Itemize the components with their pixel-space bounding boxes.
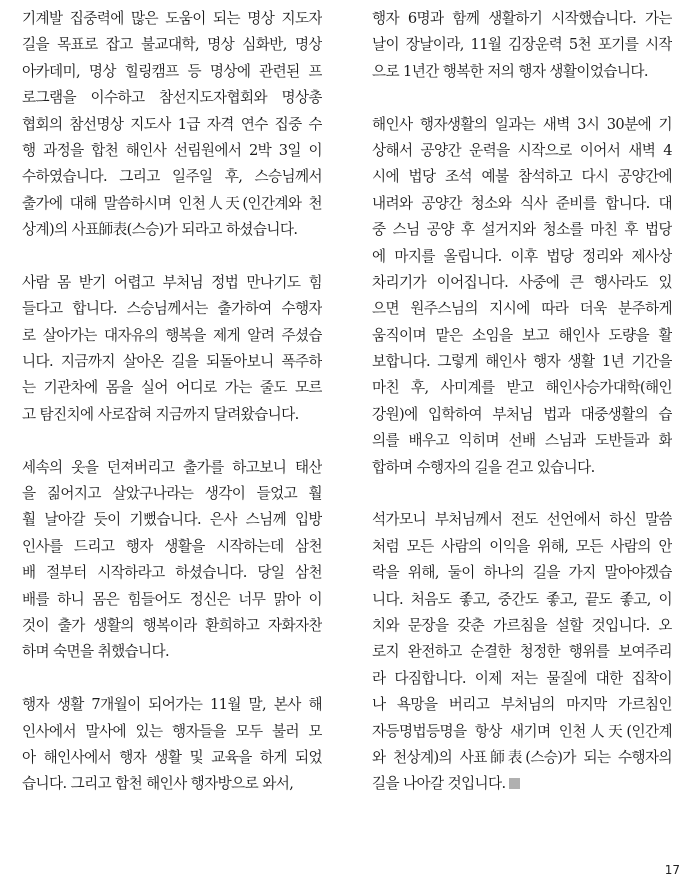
text-line: 처럼 모든 사람의 이익을 위해, 모든 사람의 안 xyxy=(372,537,672,555)
paragraph xyxy=(372,112,672,481)
text-line: 협회의 참선명상 지도사 1급 자격 연수 집중 수 xyxy=(22,115,322,133)
paragraph xyxy=(22,6,322,244)
text-line: 세속의 옷을 던져버리고 출가를 하고보니 태산 xyxy=(22,458,322,476)
paragraph-gap xyxy=(22,666,322,692)
text-line: 날이 장날이라, 11월 김장운력 5천 포기를 시작 xyxy=(372,36,672,54)
paragraph xyxy=(22,270,322,428)
text-line: 락을 위해, 둘이 하나의 길을 가지 말아야겠습 xyxy=(372,564,672,582)
paragraph-gap xyxy=(372,481,672,507)
text-line: 로그램을 이수하고 참선지도자협회와 명상총 xyxy=(22,89,322,107)
text-line: 길을 목표로 잡고 불교대학, 명상 심화반, 명상 xyxy=(22,36,322,54)
text-line: 으로 1년간 행복한 저의 행자 생활이었습니다. xyxy=(372,62,648,80)
text-line: 행 과정을 합천 해인사 선림원에서 2박 3일 이 xyxy=(22,141,322,159)
text-line: 로지 완전하고 순결한 청정한 행위를 보여주리 xyxy=(372,643,672,661)
text-line: 강원)에 입학하여 부처님 법과 대중생활의 습 xyxy=(372,405,672,423)
text-line: 상계)의 사표師表(스승)가 되라고 하셨습니다. xyxy=(22,221,298,239)
page-number: 17 xyxy=(664,863,680,877)
text-line: 습니다. 그리고 합천 해인사 행자방으로 와서, xyxy=(22,775,294,793)
text-line: 내려와 공양간 청소와 식사 준비를 합니다. 대 xyxy=(372,194,672,212)
text-line: 의를 배우고 익히며 선배 스님과 도반들과 화 xyxy=(372,432,672,450)
text-line: 수하였습니다. 그리고 일주일 후, 스승님께서 xyxy=(22,168,322,186)
text-line: 석가모니 부처님께서 전도 선언에서 하신 말씀 xyxy=(372,511,672,529)
text-line: 시에 법당 조석 예불 참석하고 다시 공양간에 xyxy=(372,168,672,186)
text-line: 훨 날아갈 듯이 기뻤습니다. 은사 스님께 입방 xyxy=(22,511,322,529)
paragraph-gap xyxy=(22,428,322,454)
text-line: 자등명법등명을 항상 새기며 인천人天(인간계 xyxy=(372,722,672,740)
text-line: 합하며 수행자의 길을 걷고 있습니다. xyxy=(372,458,595,476)
text-line: 행자 생활 7개월이 되어가는 11월 말, 본사 해 xyxy=(22,696,322,714)
text-line: 니다. 처음도 좋고, 중간도 좋고, 끝도 좋고, 이 xyxy=(372,590,672,608)
text-line: 마친 후, 사미계를 받고 해인사승가대학(해인 xyxy=(372,379,672,397)
right-column xyxy=(372,6,672,798)
text-line: 들다고 합니다. 스승님께서는 출가하여 수행자 xyxy=(22,300,322,318)
left-column xyxy=(22,6,322,798)
paragraph xyxy=(372,507,672,797)
text-line: 행자 6명과 함께 생활하기 시작했습니다. 가는 xyxy=(372,10,672,27)
text-line: 니다. 지금까지 살아온 길을 되돌아보니 폭주하 xyxy=(22,353,322,371)
text-line: 배를 하니 몸은 힘들어도 정신은 너무 맑아 이 xyxy=(22,590,322,608)
text-line: 아카데미, 명상 힐링캠프 등 명상에 관련된 프 xyxy=(22,62,322,80)
paragraph-gap xyxy=(372,85,672,111)
text-line: 사람 몸 받기 어렵고 부처님 정법 만나기도 힘 xyxy=(22,273,322,291)
text-line: 로 살아가는 대자유의 행복을 제게 알려 주셨습 xyxy=(22,326,322,344)
text-line: 배 절부터 시작하라고 하셨습니다. 당일 삼천 xyxy=(22,564,322,582)
paragraph-gap xyxy=(22,244,322,270)
text-line: 보합니다. 그렇게 해인사 행자 생활 1년 기간을 xyxy=(372,353,672,371)
paragraph xyxy=(22,455,322,666)
text-line: 라 다짐합니다. 이제 저는 물질에 대한 집착이 xyxy=(372,669,672,687)
text-line: 움직이며 맡은 소임을 보고 해인사 도량을 활 xyxy=(372,326,672,344)
text-line: 치와 문장을 갖춘 가르침을 설할 것입니다. 오 xyxy=(372,616,672,634)
paragraph xyxy=(22,692,322,798)
text-line: 아 해인사에서 행자 생활 및 교육을 하게 되었 xyxy=(22,748,322,766)
end-mark-icon xyxy=(509,778,520,789)
text-line: 와 천상계)의 사표師表(스승)가 되는 수행자의 xyxy=(372,748,672,766)
text-line: 출가에 대해 말씀하시며 인천人天(인간계와 천 xyxy=(22,194,322,212)
text-line: 해인사 행자생활의 일과는 새벽 3시 30분에 기 xyxy=(372,115,672,133)
text-line: 상해서 공양간 운력을 시작으로 이어서 새벽 4 xyxy=(372,141,672,159)
text-line: 나 욕망을 버리고 부처님의 마지막 가르침인 xyxy=(372,696,672,714)
text-line: 을 짊어지고 살았구나라는 생각이 들었고 훨 xyxy=(22,485,322,503)
text-line: 인사에서 말사에 있는 행자들을 모두 불러 모 xyxy=(22,722,322,740)
text-line: 길을 나아갈 것입니다. xyxy=(372,771,672,797)
text-line: 으면 원주스님의 지시에 따라 더욱 분주하게 xyxy=(372,300,672,318)
text-line: 인사를 드리고 행자 생활을 시작하는데 삼천 xyxy=(22,537,322,555)
text-line: 것이 출가 생활의 행복이라 환희하고 자화자찬 xyxy=(22,616,322,634)
text-line: 하며 숙면을 취했습니다. xyxy=(22,643,170,661)
text-line: 에 마지를 올립니다. 이후 법당 정리와 제사상 xyxy=(372,247,672,265)
text-line: 중 스님 공양 후 설거지와 청소를 마친 후 법당 xyxy=(372,221,672,239)
paragraph xyxy=(372,6,672,85)
text-line: 기계발 집중력에 많은 도움이 되는 명상 지도자 xyxy=(22,10,322,27)
text-line: 는 기관차에 몸을 실어 어디로 가는 줄도 모르 xyxy=(22,379,322,397)
text-line: 차리기가 이어집니다. 사중에 큰 행사라도 있 xyxy=(372,273,672,291)
text-line: 고 탐진치에 사로잡혀 지금까지 달려왔습니다. xyxy=(22,405,299,423)
